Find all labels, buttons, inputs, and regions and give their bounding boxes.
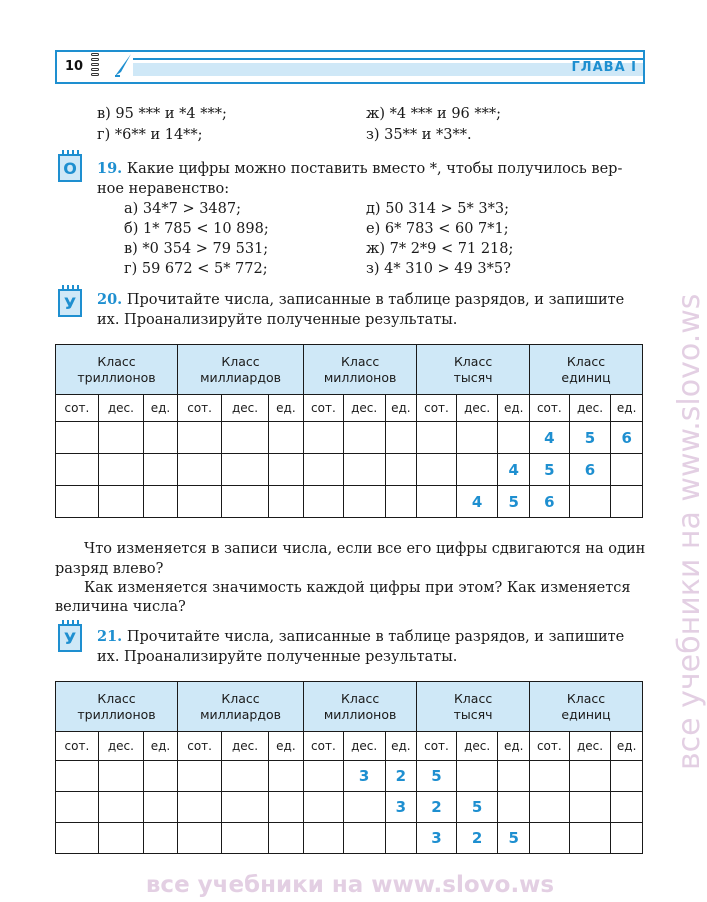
digit-cell <box>417 422 457 454</box>
rank-subheader: ед. <box>611 732 643 761</box>
ex20-question-1: Что изменяется в записи числа, если все его цифры сдвигаются на один <box>84 541 646 557</box>
page-header <box>55 50 645 86</box>
class-header: Класс единиц <box>530 682 643 732</box>
digit-cell <box>268 486 303 518</box>
digit-cell <box>56 761 99 792</box>
table-row <box>56 761 643 792</box>
prev-task-g: г) *6** и 14**; <box>97 127 203 143</box>
class-header: Класс единиц <box>530 345 643 395</box>
digit-cell <box>530 823 570 854</box>
digit-cell <box>498 761 530 792</box>
written-badge: У <box>58 287 84 317</box>
prev-task-z: з) 35** и *3**. <box>366 127 472 143</box>
digit-cell: 6 <box>611 422 643 454</box>
ex19-item-z: з) 4* 310 > 49 3*5? <box>366 261 511 277</box>
digit-cell <box>178 761 222 792</box>
rank-subheader: ед. <box>611 395 643 422</box>
digit-cell <box>569 792 611 823</box>
digit-cell: 3 <box>385 792 417 823</box>
digit-cell <box>143 761 177 792</box>
ex19-item-e: е) 6* 783 < 60 7*1; <box>366 221 509 237</box>
digit-cell: 4 <box>530 422 570 454</box>
digit-cell <box>222 422 269 454</box>
ex20-number: 20. <box>97 291 123 308</box>
written-badge: У <box>58 622 84 652</box>
ex20-question-2-cont: величина числа? <box>55 599 186 615</box>
digit-cell: 6 <box>530 486 570 518</box>
ex19-item-v: в) *0 354 > 79 531; <box>124 241 269 257</box>
digit-cell: 6 <box>569 454 611 486</box>
digit-cell: 5 <box>569 422 611 454</box>
ex21-text: 21. Прочитайте числа, записанные в таблице разрядов, и запишите <box>97 628 625 645</box>
ex21-number: 21. <box>97 628 123 645</box>
digit-cell <box>417 454 457 486</box>
digit-cell <box>343 823 385 854</box>
digit-cell <box>417 486 457 518</box>
digit-cell <box>98 486 143 518</box>
digit-cell <box>98 761 143 792</box>
digit-cell: 2 <box>385 761 417 792</box>
class-header: Класс тысяч <box>417 345 530 395</box>
digit-cell <box>456 422 498 454</box>
digit-cell <box>611 792 643 823</box>
class-header: Класс триллионов <box>56 682 178 732</box>
rank-subheader: ед. <box>143 395 177 422</box>
rank-subheader: сот. <box>304 732 344 761</box>
rank-subheader: ед. <box>268 732 303 761</box>
digit-cell <box>143 454 177 486</box>
digit-cell: 5 <box>456 792 498 823</box>
rank-subheader: сот. <box>417 732 457 761</box>
class-header: Класс миллиардов <box>178 682 304 732</box>
digit-cell <box>222 486 269 518</box>
rank-subheader: сот. <box>178 732 222 761</box>
rank-subheader: сот. <box>56 395 99 422</box>
digit-cell <box>304 823 344 854</box>
digit-cell: 4 <box>456 486 498 518</box>
rank-subheader: дес. <box>98 395 143 422</box>
digit-cell <box>385 486 417 518</box>
ex20-question-2: Как изменяется значимость каждой цифры при этом? Как изменяется <box>84 580 631 596</box>
digit-cell <box>611 823 643 854</box>
digit-cell <box>530 792 570 823</box>
rank-subheader: ед. <box>385 732 417 761</box>
rank-subheader: сот. <box>417 395 457 422</box>
class-header: Класс тысяч <box>417 682 530 732</box>
rank-subheader: ед. <box>498 732 530 761</box>
digit-cell <box>56 422 99 454</box>
digit-cell: 2 <box>456 823 498 854</box>
digit-cell <box>178 792 222 823</box>
digit-cell <box>385 823 417 854</box>
oral-badge: О <box>58 152 84 182</box>
digit-cell <box>569 486 611 518</box>
digit-cell <box>569 761 611 792</box>
digit-cell: 2 <box>417 792 457 823</box>
table-row <box>56 454 643 486</box>
digit-cell <box>304 454 344 486</box>
table-row <box>56 486 643 518</box>
digit-cell <box>343 454 385 486</box>
ex19-text-cont: ное неравенство: <box>97 181 230 197</box>
digit-cell <box>343 486 385 518</box>
digit-cell: 5 <box>498 486 530 518</box>
digit-cell <box>304 761 344 792</box>
table-row <box>56 792 643 823</box>
digit-cell <box>304 486 344 518</box>
ex19-item-g: г) 59 672 < 5* 772; <box>124 261 268 277</box>
side-watermark: все учебники на www.slovo.ws <box>672 293 707 770</box>
rank-subheader: ед. <box>385 395 417 422</box>
pen-icon <box>111 52 135 80</box>
ex19-number: 19. <box>97 160 123 177</box>
page-number: 10 <box>65 59 84 74</box>
digit-cell <box>98 792 143 823</box>
digit-cell <box>222 454 269 486</box>
rank-subheader: дес. <box>569 395 611 422</box>
digit-cell <box>222 761 269 792</box>
digit-cell <box>56 823 99 854</box>
digit-cell <box>498 792 530 823</box>
digit-cell <box>611 454 643 486</box>
bottom-watermark: все учебники на www.slovo.ws <box>145 872 555 898</box>
digit-cell <box>98 823 143 854</box>
digit-cell <box>569 823 611 854</box>
rank-subheader: дес. <box>222 732 269 761</box>
rank-subheader: дес. <box>456 395 498 422</box>
rank-subheader: ед. <box>268 395 303 422</box>
spiral-icon <box>91 53 99 79</box>
ex19-item-a: а) 34*7 > 3487; <box>124 201 241 217</box>
rank-subheader: ед. <box>498 395 530 422</box>
rank-subheader: сот. <box>530 732 570 761</box>
rank-subheader: ед. <box>143 732 177 761</box>
prev-task-zh: ж) *4 *** и 96 ***; <box>366 106 502 122</box>
digit-cell <box>304 422 344 454</box>
digit-cell <box>222 792 269 823</box>
table-row <box>56 823 643 854</box>
ex19-item-d: д) 50 314 > 5* 3*3; <box>366 201 509 217</box>
digit-cell: 5 <box>417 761 457 792</box>
digit-cell <box>143 823 177 854</box>
digit-cell <box>98 454 143 486</box>
digit-cell <box>178 454 222 486</box>
digit-cell <box>385 422 417 454</box>
digit-cell <box>268 454 303 486</box>
class-header: Класс миллионов <box>304 682 417 732</box>
rank-subheader: дес. <box>343 732 385 761</box>
rank-subheader: дес. <box>456 732 498 761</box>
digit-cell <box>178 823 222 854</box>
digit-cell <box>268 761 303 792</box>
digit-cell: 3 <box>343 761 385 792</box>
digit-cell <box>178 486 222 518</box>
class-header: Класс триллионов <box>56 345 178 395</box>
digit-cell <box>56 792 99 823</box>
digit-cell <box>56 454 99 486</box>
rank-subheader: сот. <box>56 732 99 761</box>
digit-cell <box>385 454 417 486</box>
digit-cell <box>98 422 143 454</box>
digit-cell <box>498 422 530 454</box>
digit-cell <box>268 792 303 823</box>
digit-cell: 4 <box>498 454 530 486</box>
place-value-table <box>55 681 643 854</box>
digit-cell <box>143 792 177 823</box>
ex20-text-cont: их. Проанализируйте полученные результаты. <box>97 312 458 328</box>
ex19-text: 19. Какие цифры можно поставить вместо *, чтобы получилось вер- <box>97 160 623 177</box>
digit-cell <box>178 422 222 454</box>
ex20-text: 20. Прочитайте числа, записанные в таблице разрядов, и запишите <box>97 291 625 308</box>
digit-cell <box>343 792 385 823</box>
ex19-item-zh: ж) 7* 2*9 < 71 218; <box>366 241 514 257</box>
rank-subheader: дес. <box>343 395 385 422</box>
digit-cell: 5 <box>498 823 530 854</box>
place-value-table <box>55 344 643 518</box>
chapter-title: ГЛАВА I <box>571 60 637 75</box>
rank-subheader: сот. <box>178 395 222 422</box>
digit-cell <box>456 454 498 486</box>
ex19-item-b: б) 1* 785 < 10 898; <box>124 221 269 237</box>
digit-cell <box>611 761 643 792</box>
ex21-text-cont: их. Проанализируйте полученные результаты. <box>97 649 458 665</box>
header-rule <box>133 58 643 60</box>
header-band <box>133 63 643 76</box>
digit-cell <box>268 823 303 854</box>
digit-cell <box>343 422 385 454</box>
rank-subheader: дес. <box>98 732 143 761</box>
digit-cell <box>611 486 643 518</box>
digit-cell: 3 <box>417 823 457 854</box>
rank-subheader: сот. <box>530 395 570 422</box>
digit-cell <box>56 486 99 518</box>
digit-cell <box>268 422 303 454</box>
digit-cell <box>143 486 177 518</box>
digit-cell: 5 <box>530 454 570 486</box>
rank-subheader: дес. <box>222 395 269 422</box>
class-header: Класс миллиардов <box>178 345 304 395</box>
table-row <box>56 422 643 454</box>
digit-cell <box>456 761 498 792</box>
digit-cell <box>530 761 570 792</box>
digit-cell <box>222 823 269 854</box>
rank-subheader: дес. <box>569 732 611 761</box>
prev-task-v: в) 95 *** и *4 ***; <box>97 106 227 122</box>
digit-cell <box>304 792 344 823</box>
rank-subheader: сот. <box>304 395 344 422</box>
class-header: Класс миллионов <box>304 345 417 395</box>
digit-cell <box>143 422 177 454</box>
ex20-question-1-cont: разряд влево? <box>55 561 164 577</box>
